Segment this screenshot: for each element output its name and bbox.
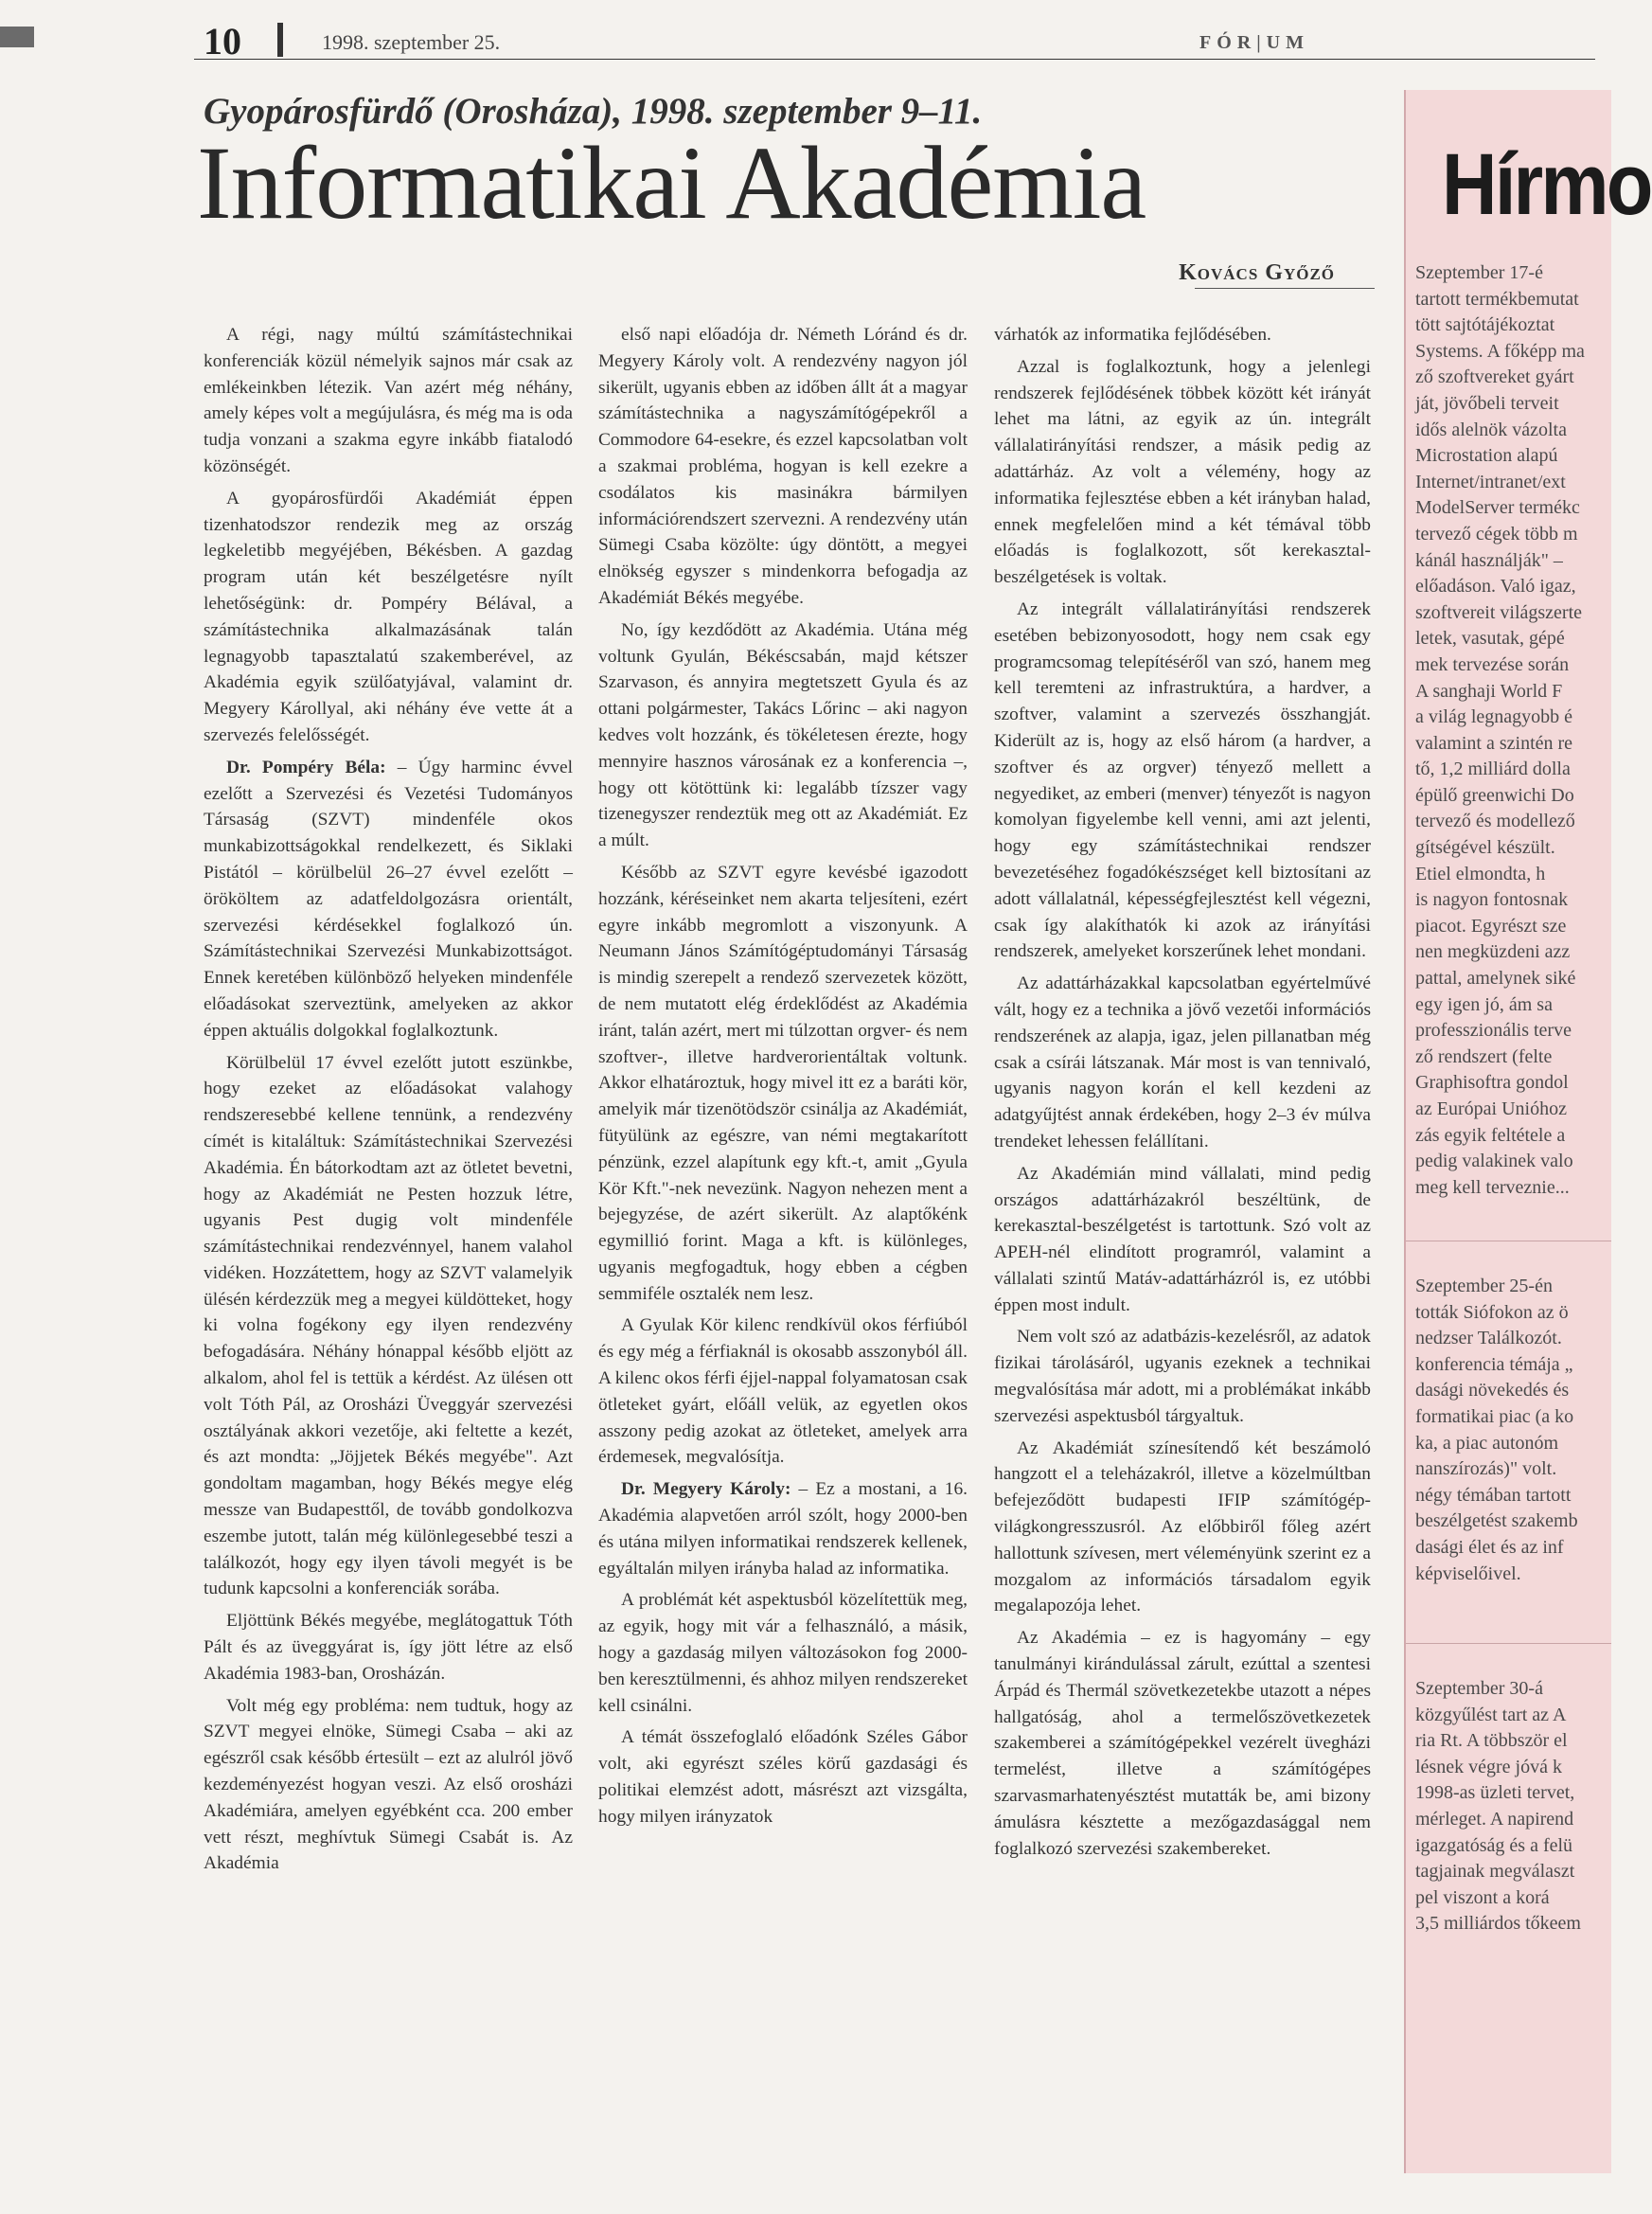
sidebar-line: valamint a szintén re (1415, 732, 1573, 754)
sidebar-line: tagjainak megválaszt (1415, 1861, 1575, 1883)
sidebar-news-item-2 (1415, 1274, 1652, 1587)
paragraph: Volt még egy probléma: nem tudtuk, hogy az SZVT megyei elnöke, Sümegi Csaba – aki az egészről csak később értesült – ezt az alulról jövő kezdeményezést hogyan veszi. Az első orosházi Akadémiára, amelyen egyébként cca. 200 ember vett részt, meghívtuk Sümegi Csabát is. Az Akadémia (204, 1695, 573, 1874)
sidebar-line: Graphisoftra gondol (1415, 1072, 1569, 1094)
sidebar-line: Internet/intranet/ext (1415, 471, 1566, 492)
sidebar-news-item-3 (1415, 1676, 1652, 1937)
sidebar-line: képviselőivel. (1415, 1562, 1521, 1584)
sidebar-line: piacot. Egyrészt sze (1415, 915, 1567, 937)
paragraph: A gyopárosfürdői Akadémiát éppen tizenhatodszor rendezik meg az ország legkeletibb megyéjében, Békésben. A gazdag program után két beszélgetésre nyílt lehetőségünk: dr. Pompéry Bélával, a számítástechnika alkalmazásának talán legnagyobb tapasztalatú szakemberével, az Akadémia egyik szülőatyjával, valamint dr. Megyery Károllyal, aki néhány éve vette át a szervezés felelősségét. (204, 488, 573, 745)
sidebar-line: ria Rt. A többször el (1415, 1730, 1568, 1752)
author-underline (1195, 288, 1375, 289)
paragraph: Dr. Megyery Károly: – Ez a mostani, a 16. Akadémia alapvetően arról szólt, hogy 2000-ben és utána milyen informatikai rendszerek kellenek, egyáltalán milyen irányba halad az informatika. (598, 1479, 968, 1579)
paragraph: A problémát két aspektusból közelítettük meg, az egyik, hogy mit vár a felhasználó, a másik, hogy a gazdaság milyen változásokon fog 2000-ben keresztülmenni, és ahhoz milyen rendszereket kell csinálni. (598, 1590, 968, 1716)
sidebar-line: beszélgetést szakemb (1415, 1510, 1578, 1532)
sidebar-line: tották Siófokon az ö (1415, 1301, 1569, 1323)
sidebar-line: ző rendszert (felte (1415, 1045, 1553, 1067)
page-header (194, 21, 1595, 60)
news-sidebar (1404, 90, 1651, 2173)
sidebar-line: A sanghaji World F (1415, 680, 1563, 702)
article-author: Kovács Győző (1179, 260, 1335, 285)
sidebar-line: tő, 1,2 milliárd dolla (1415, 759, 1571, 780)
sidebar-line: ModelServer termékc (1415, 497, 1580, 519)
page-number: 10 (204, 20, 241, 62)
sidebar-line: Szeptember 17-é (1415, 262, 1543, 283)
sidebar-line: mérleget. A napirend (1415, 1808, 1574, 1830)
sidebar-line: konferencia témája „ (1415, 1353, 1573, 1375)
sidebar-line: Microstation alapú (1415, 445, 1558, 467)
paragraph: Dr. Pompéry Béla: – Úgy harminc évvel ezelőtt a Szervezési és Vezetési Tudományos Társaság (SZVT) mindenféle okos munkabizottságokkal rendelkezett, és Siklaki Pistától – körülbelül 26–27 évvel ezelőtt – örököltem az adatfeldolgozásra orientált, szervezési kérdésekkel foglalkozó ún. Számítástechnikai Szervezési Munkabizottságot. Ennek keretében különböző helyeken mindenféle előadásokat szerveztünk, amelyeken az akkor éppen aktuális dolgokkal foglalkoztunk. (204, 757, 573, 1041)
sidebar-line: az Európai Unióhoz (1415, 1098, 1567, 1119)
sidebar-line: idős alelnök vázolta (1415, 419, 1567, 440)
sidebar-line: nen megküzdeni azz (1415, 941, 1571, 963)
speaker-name: Dr. Megyery Károly: (621, 1479, 791, 1500)
sidebar-line: mek tervezése során (1415, 653, 1570, 675)
article-column-1 (204, 322, 573, 1883)
sidebar-line: Szeptember 25-én (1415, 1276, 1553, 1296)
sidebar-line: professzionális terve (1415, 1020, 1572, 1042)
page-edge-tab (0, 27, 34, 47)
sidebar-line: négy témában tartott (1415, 1484, 1572, 1506)
sidebar-line: zás egyik feltétele a (1415, 1124, 1566, 1146)
paragraph: Eljöttünk Békés megyébe, meglátogattuk Tóth Pált és az üveggyárat is, így jött létre az első Akadémia 1983-ban, Orosházán. (204, 1611, 573, 1684)
sidebar-line: ka, a piac autonóm (1415, 1432, 1559, 1454)
paragraph: Később az SZVT egyre kevésbé igazodott hozzánk, kéréseinket nem akarta teljesíteni, ezért egyre inkább megromlott a viszonyunk. A Neumann János Számítógéptudományi Társaság is mindig szerepelt a rendező szervezetek között, de nem mutatott elég érdeklődést az Akadémia iránt, talán azért, mert mi túlzottan orgver- és nem szoftver-, illetve hardverorientáltak voltunk. Akkor elhatároztuk, hogy mivel itt ez a baráti kör, amelyik már tizenötödször csinálja az Akadémiát, fütyülünk az egészre, van némi megtakarított pénzünk, ezzel alapítunk egy kft.-t, amit „Gyula Kör Kft."-nek nevezünk. Nagyon nehezen ment a bejegyzése, de azért sikerült. Az alaptőkénk egymillió forint. Maga a kft. is különleges, ugyanis megfogadtuk, hogy ebben a cégben semmiféle osztalék nem lesz. (598, 862, 968, 1304)
sidebar-line: meg kell terveznie... (1415, 1176, 1570, 1198)
article-column-2 (598, 322, 968, 1836)
sidebar-line: pel viszont a korá (1415, 1886, 1550, 1908)
sidebar-line: 3,5 milliárdos tőkeem (1415, 1913, 1581, 1935)
paragraph: várhatók az informatika fejlődésében. (994, 325, 1271, 345)
sidebar-line: dasági élet és az inf (1415, 1536, 1564, 1558)
sidebar-line: tervező cégek több m (1415, 523, 1578, 545)
sidebar-divider (1406, 1643, 1611, 1644)
sidebar-line: 1998-as üzleti tervet, (1415, 1782, 1575, 1804)
sidebar-line: ző szoftvereket gyárt (1415, 366, 1574, 388)
issue-date: 1998. szeptember 25. (322, 30, 501, 54)
paragraph: első napi előadója dr. Németh Lóránd és dr. Megyery Károly volt. A rendezvény nagyon jól sikerült, ugyanis ebben az időben állt át a magyar számítástechnika a nagyszámítógépekről a Commodore 64-esekre, és ezzel kapcsolatban volt a szakmai probléma, hogyan is kell ezekre a csodálatos kis masinákra bármilyen információrendszert szervezni. A rendezvény után Sümegi Csaba közölte: úgy döntött, a megyei elnökség egyszer s mindenkorra befogadja az Akadémiát Békés megyébe. (598, 325, 968, 608)
sidebar-line: igazgatóság és a felü (1415, 1834, 1573, 1856)
paragraph: Az integrált vállalatirányítási rendszerek esetében bebizonyosodott, hogy nem csak egy programcsomag telepítéséről van szó, hanem meg kell teremteni az infrastruktúra, a hardver, a szoftver, valamint a szervezés összhangját. Kiderült az is, hogy az első három (a hardver, a szoftver és az orgver) tényező mellett a negyediket, az emberi (menver) tényezőt is nagyon komolyan figyelembe kell venni, ami azt jelenti, hogy egy számítástechnikai rendszer bevezetéséhez fogadókészséget kell biztosítani az adott vállalatnál, képességfejlesztést kell végezni, csak így alakíthatók ki azok az irányítási rendszerek, amelyeket korszerűnek lehet mondani. (994, 598, 1371, 962)
sidebar-line: pedig valakinek valo (1415, 1151, 1573, 1172)
sidebar-line: ját, jövőbeli terveit (1415, 392, 1559, 414)
article-title: Informatikai Akadémia (197, 125, 1146, 241)
paragraph: No, így kezdődött az Akadémia. Utána még voltunk Gyulán, Békéscsabán, majd kétszer Szarvason, és annyira megtetszett Gyula és az ottani polgármester, Takács Lőrinc – aki nagyon kedves volt hozzánk, és tökéletesen érezte, hogy mennyire hasznos városának ez a konferencia –, hogy ott kötöttünk ki: legalább tízszer vagy tizenegyszer rendeztük meg ott az Akadémiát. Ez a múlt. (598, 619, 968, 851)
sidebar-line: lésnek végre jóvá k (1415, 1756, 1562, 1777)
header-separator (277, 23, 283, 57)
sidebar-news-item-1 (1415, 260, 1652, 1201)
sidebar-line: épülő greenwichi Do (1415, 784, 1574, 806)
sidebar-line: közgyűlést tart az A (1415, 1704, 1567, 1725)
paragraph: Körülbelül 17 évvel ezelőtt jutott eszünkbe, hogy ezeket az előadásokat valahogy rendszeresebbé kellene tennünk, a rendezvény címét is kitaláltuk: Számítástechnikai Szervezési Akadémia. Én bátorkodtam azt az ötletet bevetni, hogy az Akadémiát ne Pesten hozzuk létre, ugyanis Pest dugig volt mindenféle számítástechnikai rendezvénnyel, hanem valahol vidéken. Hozzátettem, hogy az SZVT valamelyik ülésén kérdezzük meg a megyei küldötteket, hogy ki volna fogékony egy ilyen rendezvény befogadására. Néhány hónappal később eljött az alkalom, ahol fel is tettük a kérdést. Az ülésen ott volt Tóth Pál, az Orosházi Üveggyár szervezési osztályának akkori vezetője, aki feltette a kezét, és azt mondta: „Jöjjetek Békés megyébe". Azt gondoltam magamban, hogy Békés megye elég messze van Budapesttől, de tovább gondolkozva eszembe jutott, talán még különlegesebbé teszi a találkozót, hogy egy ilyen távoli megyét is be tudunk kapcsolni a konferenciák sorába. (204, 1052, 573, 1599)
paragraph: Azzal is foglalkoztunk, hogy a jelenlegi rendszerek fejlődésének többek között két irányát lehet ma látni, az egyik az ún. integrált vállalatirányítási rendszer, a másik pedig az adattárház. Az volt a vélemény, hogy az informatika fejlesztése ebben a két irányban halad, ennek megfelelően mind a két témával több előadás is foglalkozott, sőt kerekasztal-beszélgetések is voltak. (994, 356, 1371, 588)
sidebar-line: Szeptember 30-á (1415, 1678, 1543, 1699)
sidebar-line: a világ legnagyobb é (1415, 706, 1573, 728)
sidebar-line: is nagyon fontosnak (1415, 889, 1569, 911)
paragraph: Az Akadémia – ez is hagyomány – egy tanulmányi kirándulással zárult, ezúttal a szentesi Árpád és Thermál szövetkezetekbe utazott a népes hallgatóság, ahol a termelőszövetkezetek szakemberei a számítógépekkel vezérelt üvegházi termelést, illetve a számítógépes szarvasmarhatenyésztést mutatták be, ami bizony ámulásra késztette a mezőgazdasággal nem foglalkozó szervezési szakembereket. (994, 1628, 1371, 1859)
sidebar-line: tartott termékbemutat (1415, 288, 1579, 310)
sidebar-line: egy igen jó, ám sa (1415, 993, 1553, 1015)
article-subtitle: Gyopárosfürdő (Orosháza), 1998. szeptember 9–11. (204, 91, 983, 132)
sidebar-line: Systems. A főképp ma (1415, 340, 1585, 362)
sidebar-line: tervező és modellező (1415, 811, 1575, 832)
paragraph: Nem volt szó az adatbázis-kezelésről, az adatok fizikai tárolásáról, ugyanis ezeknek a technikai megvalósítása már adott, mi a problémákat inkább szervezési aspektusból tárgyaltuk. (994, 1327, 1371, 1426)
sidebar-line: kánál használják" – (1415, 549, 1563, 571)
sidebar-line: letek, vasutak, gépé (1415, 628, 1565, 650)
paragraph: Az adattárházakkal kapcsolatban egyértelművé vált, hogy ez a technika a jövő vezetői információs rendszerének az alapja, igaz, jelen pillanatban még csak a csírái látszanak. Már most is van tennivaló, ugyanis nagyon korán el kell kezdeni az adatgyűjtést annak érdekében, hogy 2–3 év múlva trendeket lehessen felállítani. (994, 973, 1371, 1152)
sidebar-line: dasági növekedés és (1415, 1380, 1570, 1402)
sidebar-line: nanszírozás)" volt. (1415, 1458, 1557, 1480)
paragraph: A Gyulak Kör kilenc rendkívül okos férfiúból és egy még a férfiaknál is okosabb asszonyból áll. A kilenc okos férfi éjjel-nappal folyamatosan csak ötleteket gyárt, előáll velük, az egyetlen okos asszony pedig azokat az ötleteket, amelyek arra érdemesek, megvalósítja. (598, 1315, 968, 1468)
sidebar-line: előadáson. Való igaz, (1415, 576, 1576, 598)
paragraph: Az Akadémiát színesítendő két beszámoló hangzott el a teleházakról, illetve a közelmúltban befejeződött budapesti IFIP számítógép-világkongresszusról. Az előbbiről főleg azért hallottunk szívesen, mert véleményünk szerint ez a mozgalom az információs társadalom egyik megalapozója lehet. (994, 1437, 1371, 1616)
paragraph: A témát összefoglaló előadónk Széles Gábor volt, aki egyrészt széles körű gazdasági és politikai elemzést adott, másrészt azt vizsgálta, hogy milyen irányzatok (598, 1727, 968, 1827)
sidebar-line: formatikai piac (a ko (1415, 1405, 1574, 1427)
speaker-name: Dr. Pompéry Béla: (226, 757, 386, 777)
sidebar-title: Hírmo (1442, 136, 1651, 233)
sidebar-line: szoftvereit világszerte (1415, 601, 1583, 623)
paragraph: Az Akadémián mind vállalati, mind pedig országos adattárházakról beszéltünk, de kerekasztal-beszélgetést is tartottunk. Szó volt az APEH-nél elindított programról, valamint a vállalati szintű Matáv-adattárházról is, ez utóbbi éppen most indult. (994, 1163, 1371, 1315)
sidebar-line: Etiel elmondta, h (1415, 863, 1546, 884)
sidebar-line: gítségével készült. (1415, 837, 1555, 859)
paragraph: A régi, nagy múltú számítástechnikai konferenciák közül némelyik sajnos már csak az emlékeinkben létezik. Van azért még néhány, amely képes volt a megújulásra, és még ma is oda tudja vonzani a szakma egyre inkább fiatalodó közönségét. (204, 325, 573, 476)
sidebar-line: tött sajtótájékoztat (1415, 314, 1555, 336)
article-column-3 (994, 322, 1371, 1867)
sidebar-line: nedzser Találkozót. (1415, 1328, 1562, 1349)
publication-brand: FÓR|UM (1199, 32, 1309, 53)
sidebar-line: pattal, amelynek siké (1415, 968, 1576, 990)
